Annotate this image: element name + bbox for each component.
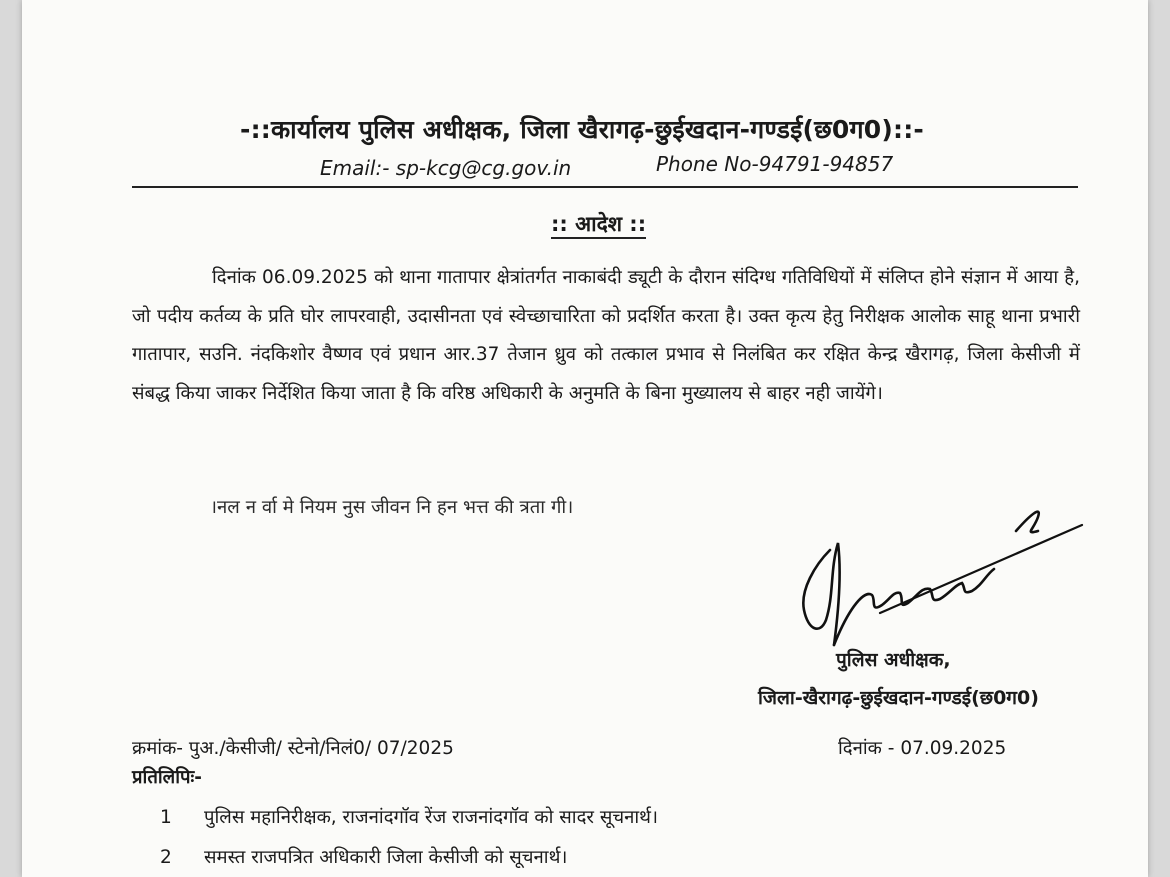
phone-text: Phone No-94791-94857 bbox=[656, 152, 894, 176]
order-heading: :: आदेश :: bbox=[551, 212, 646, 239]
copy-item-number: 2 bbox=[160, 847, 172, 868]
copy-list-item bbox=[160, 844, 567, 869]
reference-date: दिनांक - 07.09.2025 bbox=[838, 738, 1007, 759]
copy-list-item bbox=[160, 804, 658, 829]
email-text: Email:- sp-kcg@cg.gov.in bbox=[320, 156, 572, 180]
reference-number: क्रमांक- पुअ./केसीजी/ स्टेनो/निलं0/ 07/2025 bbox=[132, 738, 454, 759]
copy-item-text: पुलिस महानिरीक्षक, राजनांदगॉव रेंज राजनांदगॉव को सादर सूचनार्थ। bbox=[204, 807, 659, 828]
copy-item-text: समस्त राजपत्रित अधिकारी जिला केसीजी को सूचनार्थ। bbox=[204, 847, 568, 868]
order-body: दिनांक 06.09.2025 को थाना गातापार क्षेत्रांतर्गत नाकाबंदी ड्यूटी के दौरान संदिग्ध गतिविधियों में संलिप्त होने संज्ञान में आया है, जो पदीय कर्तव्य के प्रति घोर लापरवाही, उदासीनता एवं स्वेच्छाचारिता को प्रदर्शित करता है। उक्त कृत्य हेतु निरीक्षक आलोक साहू थाना प्रभारी गातापार, सउनि. नंदकिशोर वैष्णव एवं प्रधान आर.37 तेजान ध्रुव को तत्काल प्रभाव से निलंबित कर रक्षित केन्द्र खैरागढ़, जिला केसीजी में संबद्ध किया जाकर निर्देशित किया जाता है कि वरिष्ठ अधिकारी के अनुमति के बिना मुख्यालय से बाहर नही जायेंगे। bbox=[132, 267, 1080, 404]
signatory-designation: पुलिस अधीक्षक, bbox=[836, 649, 951, 671]
order-partial-line: ।नल न र्वा मे नियम नुस जीवन नि हन भत्त की त्रता गी। bbox=[210, 497, 574, 518]
copy-item-number: 1 bbox=[160, 807, 172, 828]
copies-label: प्रतिलिपिः- bbox=[132, 767, 202, 788]
signatory-district: जिला-खैरागढ़-छुईखदान-गण्डई(छ0ग0) bbox=[758, 687, 1039, 709]
header-divider bbox=[132, 186, 1078, 188]
office-title: -::कार्यालय पुलिस अधीक्षक, जिला खैरागढ़-छुईखदान-गण्डई(छ0ग0)::- bbox=[240, 115, 924, 144]
handwritten-signature bbox=[790, 495, 1100, 670]
